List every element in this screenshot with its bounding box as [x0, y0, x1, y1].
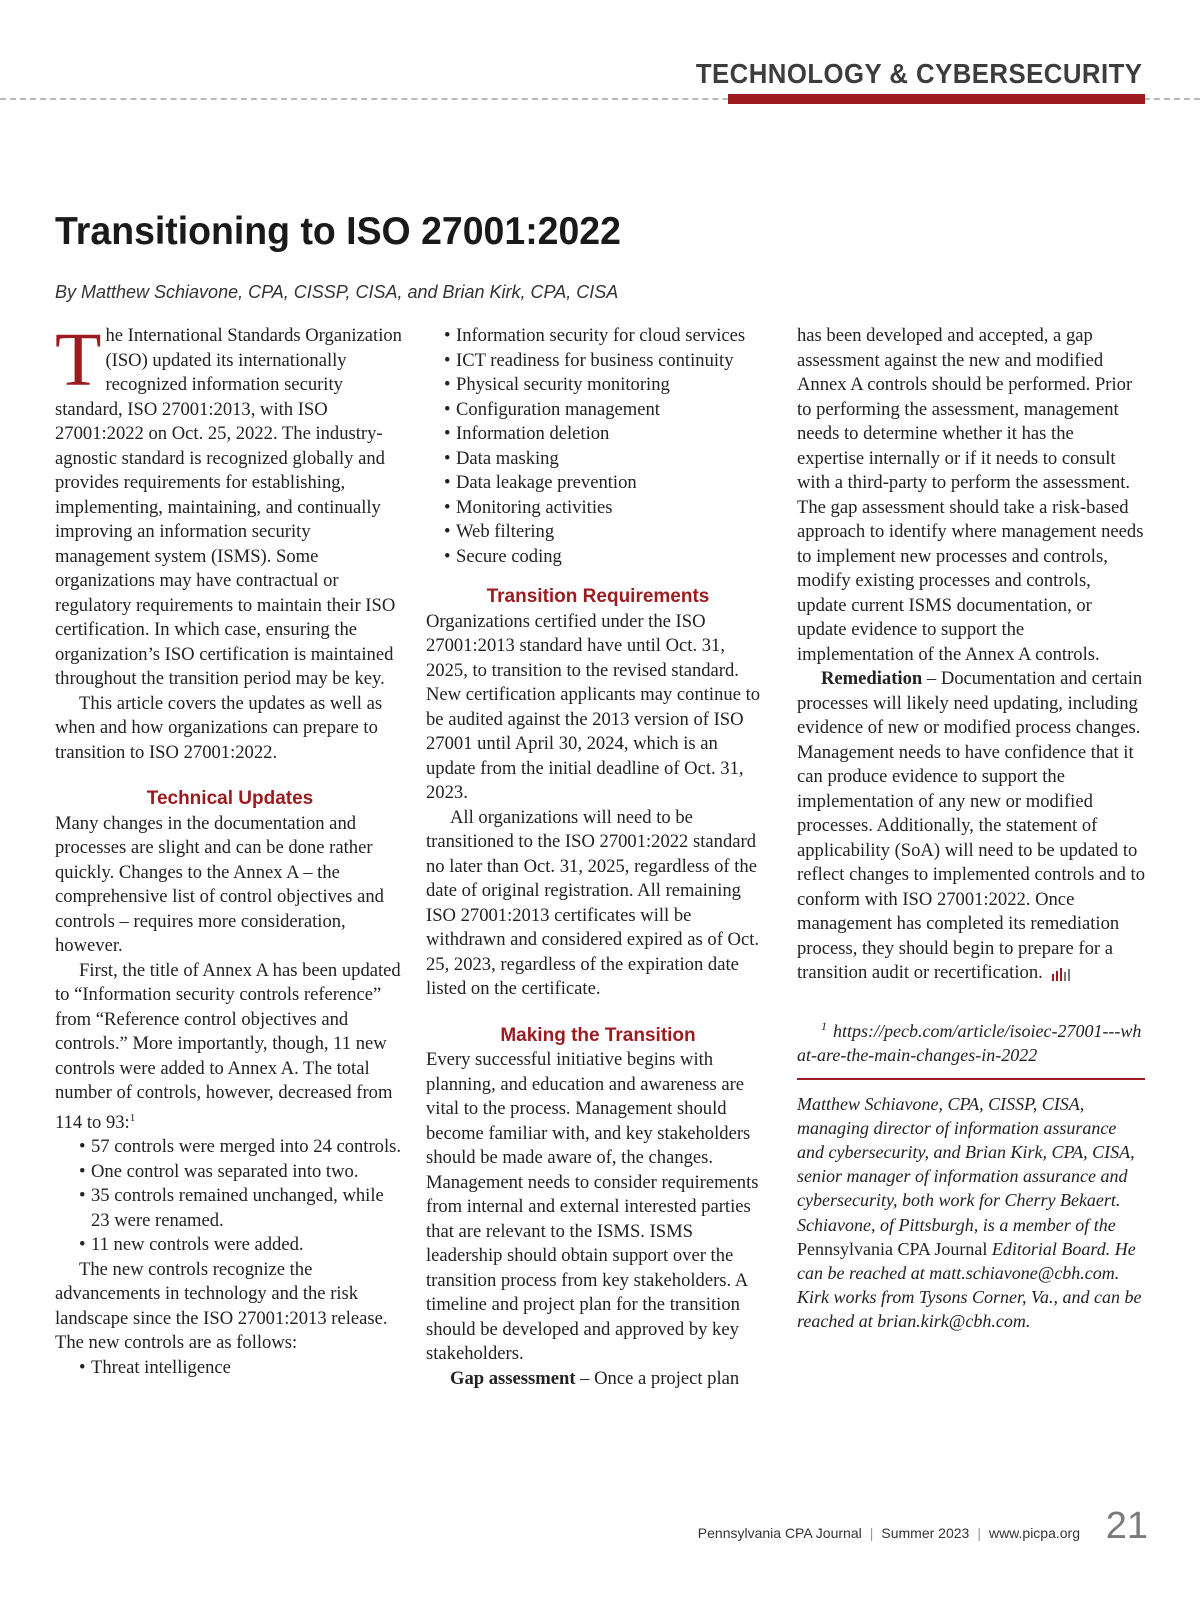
technical-updates-paragraph-2 — [55, 959, 405, 1136]
footer-issue: Summer 2023 — [881, 1525, 970, 1541]
heading-transition-requirements: Transition Requirements — [486, 586, 710, 607]
intro-paragraph — [55, 318, 405, 692]
remediation-paragraph — [797, 667, 1145, 986]
list-item: • Information deletion — [444, 422, 770, 447]
author-bio — [797, 1092, 1145, 1334]
gap-assessment-text: – Once a project plan — [575, 1367, 740, 1389]
list-item: • Data masking — [444, 447, 770, 472]
footer-publication: Pennsylvania CPA Journal — [697, 1525, 862, 1541]
column-1 — [55, 318, 405, 1380]
column-3 — [797, 324, 1145, 1334]
list-item: • One control was separated into two. — [79, 1160, 405, 1185]
intro-paragraph-2: This article covers the updates as well as when and how organizations can prepare to transition to ISO 27001:2022. — [55, 692, 383, 763]
list-item: • Data leakage prevention — [444, 471, 770, 496]
remediation-label: Remediation — [821, 668, 923, 689]
column-2 — [426, 324, 770, 1391]
technical-updates-paragraph-1: Many changes in the documentation and processes are slight and can be done rather quickly. Changes to the Annex A – the comprehensive list of control objectives and controls – requires more consideration, however. — [55, 812, 384, 956]
heading-making-the-transition: Making the Transition — [500, 1024, 696, 1046]
end-mark-icon — [1049, 966, 1073, 982]
footnote-link[interactable]: https://pecb.com/article/isoiec-27001---what-are-the-main-changes-in-2022 — [797, 1020, 1142, 1065]
bio-divider — [797, 1078, 1145, 1080]
list-item: • 11 new controls were added. — [79, 1233, 405, 1258]
technical-updates-text: First, the title of Annex A has been updated to “Information security controls reference” from “Reference control objectives and controls.” More importantly, though, 11 new controls were added to Annex A. The total number of controls, however, decreased from 114 to 93: — [55, 959, 401, 1133]
gap-assessment-paragraph-continued: has been developed and accepted, a gap assessment against the new and modified Annex A controls should be performed. Prior to performing the assessment, management needs to determine whether it has the expertise internally or if it needs to consult with a third-party to perform the assessment. The gap assessment should take a risk-based approach to identify where management needs to implement new processes and controls, modify existing processes and controls, update current ISMS documentation, or update evidence to support the implementation of the Annex A controls. — [797, 325, 1144, 665]
footnote-reference: 1 — [129, 1111, 136, 1124]
list-item: • Web filtering — [444, 520, 770, 545]
list-item: • Secure coding — [444, 545, 770, 570]
list-item: • 57 controls were merged into 24 controls. — [79, 1135, 405, 1160]
list-item: • Information security for cloud services — [444, 324, 770, 349]
footnote-number: 1 — [821, 1018, 827, 1033]
article-title: Transitioning to ISO 27001:2022 — [55, 210, 621, 253]
gap-assessment-label: Gap assessment — [450, 1367, 576, 1389]
list-item: • Threat intelligence — [79, 1356, 405, 1381]
footer-separator: | — [869, 1525, 874, 1541]
author-bio-text-1: Matthew Schiavone, CPA, CISSP, CISA, managing director of information assurance and cybersecurity, and Brian Kirk, CPA, CISA, senior manager of information assurance and cybersecurity, both work for Cherry Bekaert. Schiavone, of Pittsburgh, is a member of the — [797, 1093, 1135, 1235]
list-item: • Physical security monitoring — [444, 373, 770, 398]
new-controls-list-start — [55, 1356, 405, 1381]
list-item: • Configuration management — [444, 398, 770, 423]
footer-separator: | — [977, 1525, 981, 1541]
new-controls-list-continued — [426, 324, 770, 569]
list-item: • 35 controls remained unchanged, while 23 were renamed. — [79, 1184, 405, 1233]
section-label: TECHNOLOGY & CYBERSECURITY — [695, 58, 1142, 89]
author-bio-text-2: Editorial Board. He can be reached at matt.schiavone@cbh.com. Kirk works from Tysons Corner, Va., and can be reached at brian.kirk@cbh.com. — [797, 1238, 1142, 1332]
making-transition-paragraph-1: Every successful initiative begins with planning, and education and awareness are vital to the process. Management should become familiar with, and key stakeholders should be made aware of, the changes. Management needs to consider requirements from internal and external interested parties that are relevant to the ISMS. ISMS leadership should obtain support over the transition process from key stakeholders. A timeline and project plan for the transition should be developed and approved by key stakeholders. — [426, 1049, 759, 1364]
gap-assessment-paragraph-start — [426, 1367, 770, 1392]
page-footer — [620, 1525, 1080, 1541]
list-item: • ICT readiness for business continuity — [444, 349, 770, 374]
intro-text: he International Standards Organization (ISO) updated its internationally recognized information security standard, ISO 27001:2013, with ISO 27001:2022 on Oct. 25, 2022. The industry-agnostic standard is recognized globally and provides requirements for establishing, implementing, maintaining, and continually improving an information security management system (ISMS). Some organizations may have contractual or regulatory requirements to maintain their ISO certification. In which case, ensuring the organization’s ISO certification is maintained throughout the transition period may be key. — [55, 325, 402, 689]
remediation-text: – Documentation and certain processes will likely need updating, including evidence of new or modified process changes. Management needs to have confidence that it can produce evidence to support the implementation of any new or modified processes. Additionally, the statement of applicability (SoA) will need to be updated to reflect changes to implemented controls and to conform with ISO 27001:2022. Once management has completed its remediation process, they should begin to prepare for a transition audit or recertification. — [797, 668, 1145, 983]
footnote — [797, 1014, 1145, 1068]
page-number: 21 — [1105, 1505, 1148, 1547]
transition-requirements-paragraph-2: All organizations will need to be transitioned to the ISO 27001:2022 standard no later than Oct. 31, 2025, regardless of the date of original registration. All remaining ISO 27001:2013 certificates will be withdrawn and considered expired as of Oct. 25, 2023, regardless of the expiration date listed on the certificate. — [426, 806, 760, 999]
section-accent-bar — [728, 94, 1145, 104]
control-changes-list — [55, 1135, 405, 1258]
article-byline: By Matthew Schiavone, CPA, CISSP, CISA, and Brian Kirk, CPA, CISA — [55, 282, 619, 302]
technical-updates-paragraph-3: The new controls recognize the advancements in technology and the risk landscape since the ISO 27001:2013 release. The new controls are as follows: — [55, 1258, 388, 1354]
footer-website[interactable]: www.picpa.org — [988, 1525, 1080, 1541]
heading-technical-updates: Technical Updates — [146, 788, 314, 809]
author-bio-journal: Pennsylvania CPA Journal — [797, 1238, 988, 1259]
transition-requirements-paragraph-1: Organizations certified under the ISO 27001:2013 standard have until Oct. 31, 2025, to transition to the revised standard. New certification applicants may continue to be audited against the 2013 version of ISO 27001 until April 30, 2024, which is an update from the initial deadline of Oct. 31, 2023. — [426, 610, 761, 803]
list-item: • Monitoring activities — [444, 496, 770, 521]
drop-cap: T — [55, 318, 102, 402]
